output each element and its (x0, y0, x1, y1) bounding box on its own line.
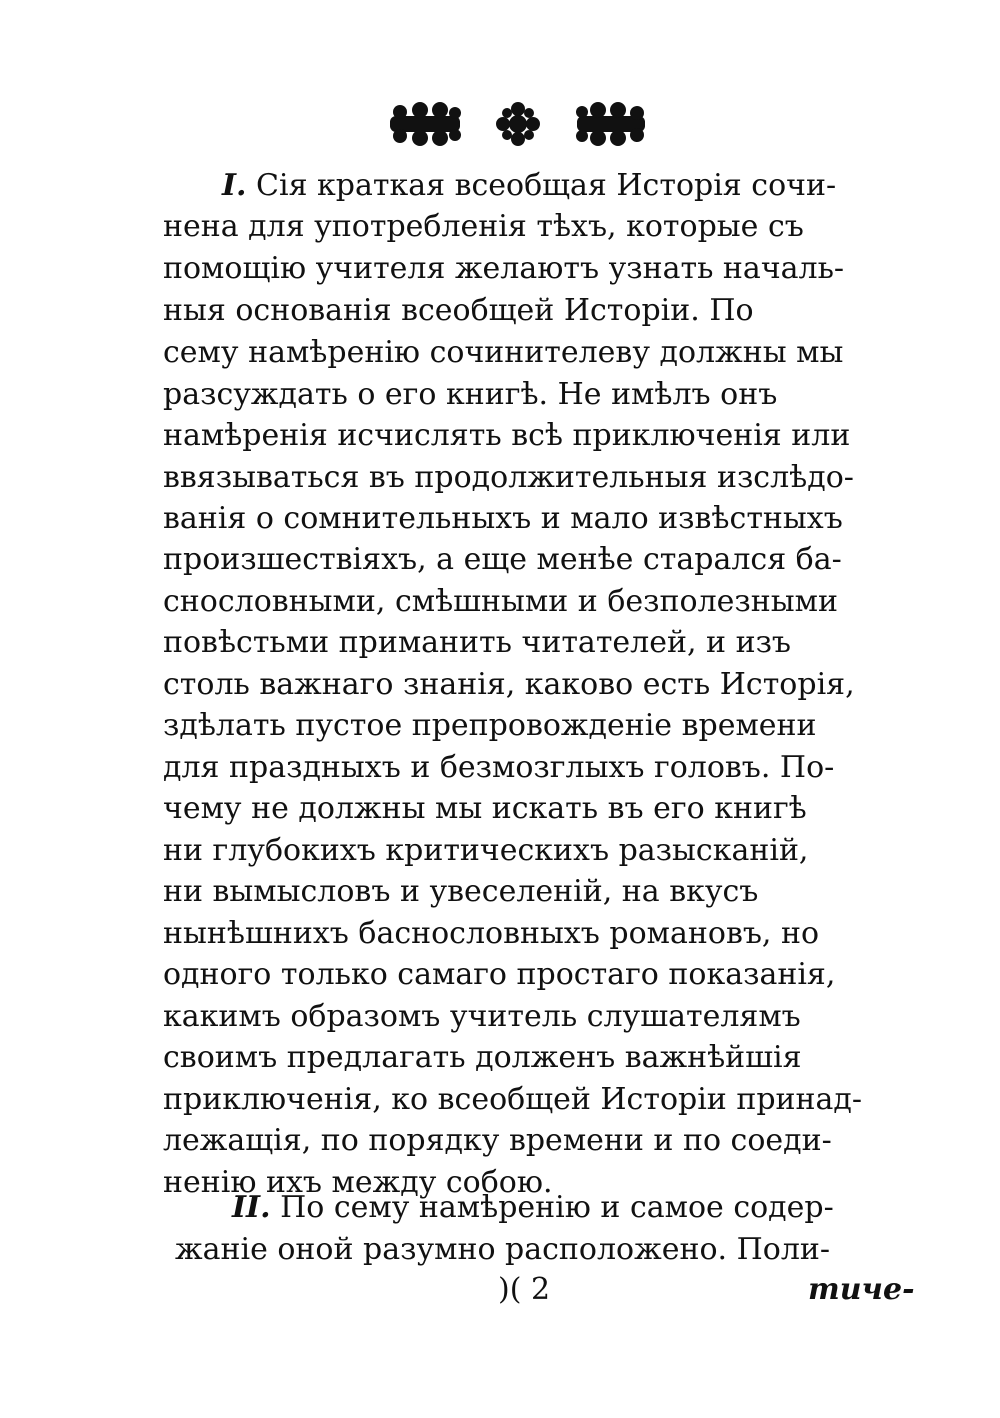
text-line: I. Сія краткая всеобщая Исторія сочи- (222, 168, 837, 203)
text-line: своимъ предлагать долженъ важнѣйшія (163, 1040, 802, 1075)
text-line: нынѣшнихъ баснословныхъ романовъ, но (163, 916, 820, 951)
text-line: одного только самаго простаго показанія, (163, 957, 836, 992)
text-line: разсуждать о его книгѣ. Не имѣлъ онъ (163, 377, 778, 412)
text-line: столь важнаго знанія, каково есть Исторія, (163, 667, 855, 702)
text-line: повѣстьми приманить читателей, и изъ (163, 625, 792, 660)
text-line: сему намѣренію сочинителеву должны мы (163, 335, 844, 370)
text-line: ввязываться въ продолжительныя изслѣдо- (163, 460, 854, 495)
text-line: здѣлать пустое препровожденіе времени (163, 708, 817, 743)
text-line: намѣренія исчислять всѣ приключенія или (163, 418, 851, 453)
catchword: тиче- (808, 1272, 915, 1307)
text-line: II. По сему намѣренію и самое содер- (232, 1190, 834, 1225)
text-line: для праздныхъ и безмозглыхъ головъ. По- (163, 750, 835, 785)
ornament-icon (385, 98, 650, 148)
text-line: чему не должны мы искать въ его книгѣ (163, 791, 807, 826)
section-number: II. (232, 1190, 271, 1225)
text-line: жаніе оной разумно расположено. Поли- (175, 1232, 831, 1267)
text-line: ванія о сомнительныхъ и мало извѣстныхъ (163, 501, 843, 536)
text-line: нена для употребленія тѣхъ, которые съ (163, 209, 804, 244)
text-line: произшествіяхъ, а еще менѣе старался ба- (163, 542, 842, 577)
text-line: снословными, смѣшными и безполезными (163, 584, 838, 619)
section-number: I. (222, 168, 247, 203)
text-line: ненію ихъ между собою. (163, 1165, 553, 1200)
text-line: приключенія, ко всеобщей Исторіи принад- (163, 1082, 863, 1117)
text-line: ныя основанія всеобщей Исторіи. По (163, 293, 754, 328)
text-line: ни вымысловъ и увеселеній, на вкусъ (163, 874, 759, 909)
text-line: помощію учителя желаютъ узнать началь- (163, 251, 845, 286)
text-line: какимъ образомъ учитель слушателямъ (163, 999, 801, 1034)
text-line: ни глубокихъ критическихъ разысканій, (163, 833, 809, 868)
text-line: лежащія, по порядку времени и по соеди- (163, 1123, 832, 1158)
signature-mark: )( 2 (498, 1272, 551, 1307)
